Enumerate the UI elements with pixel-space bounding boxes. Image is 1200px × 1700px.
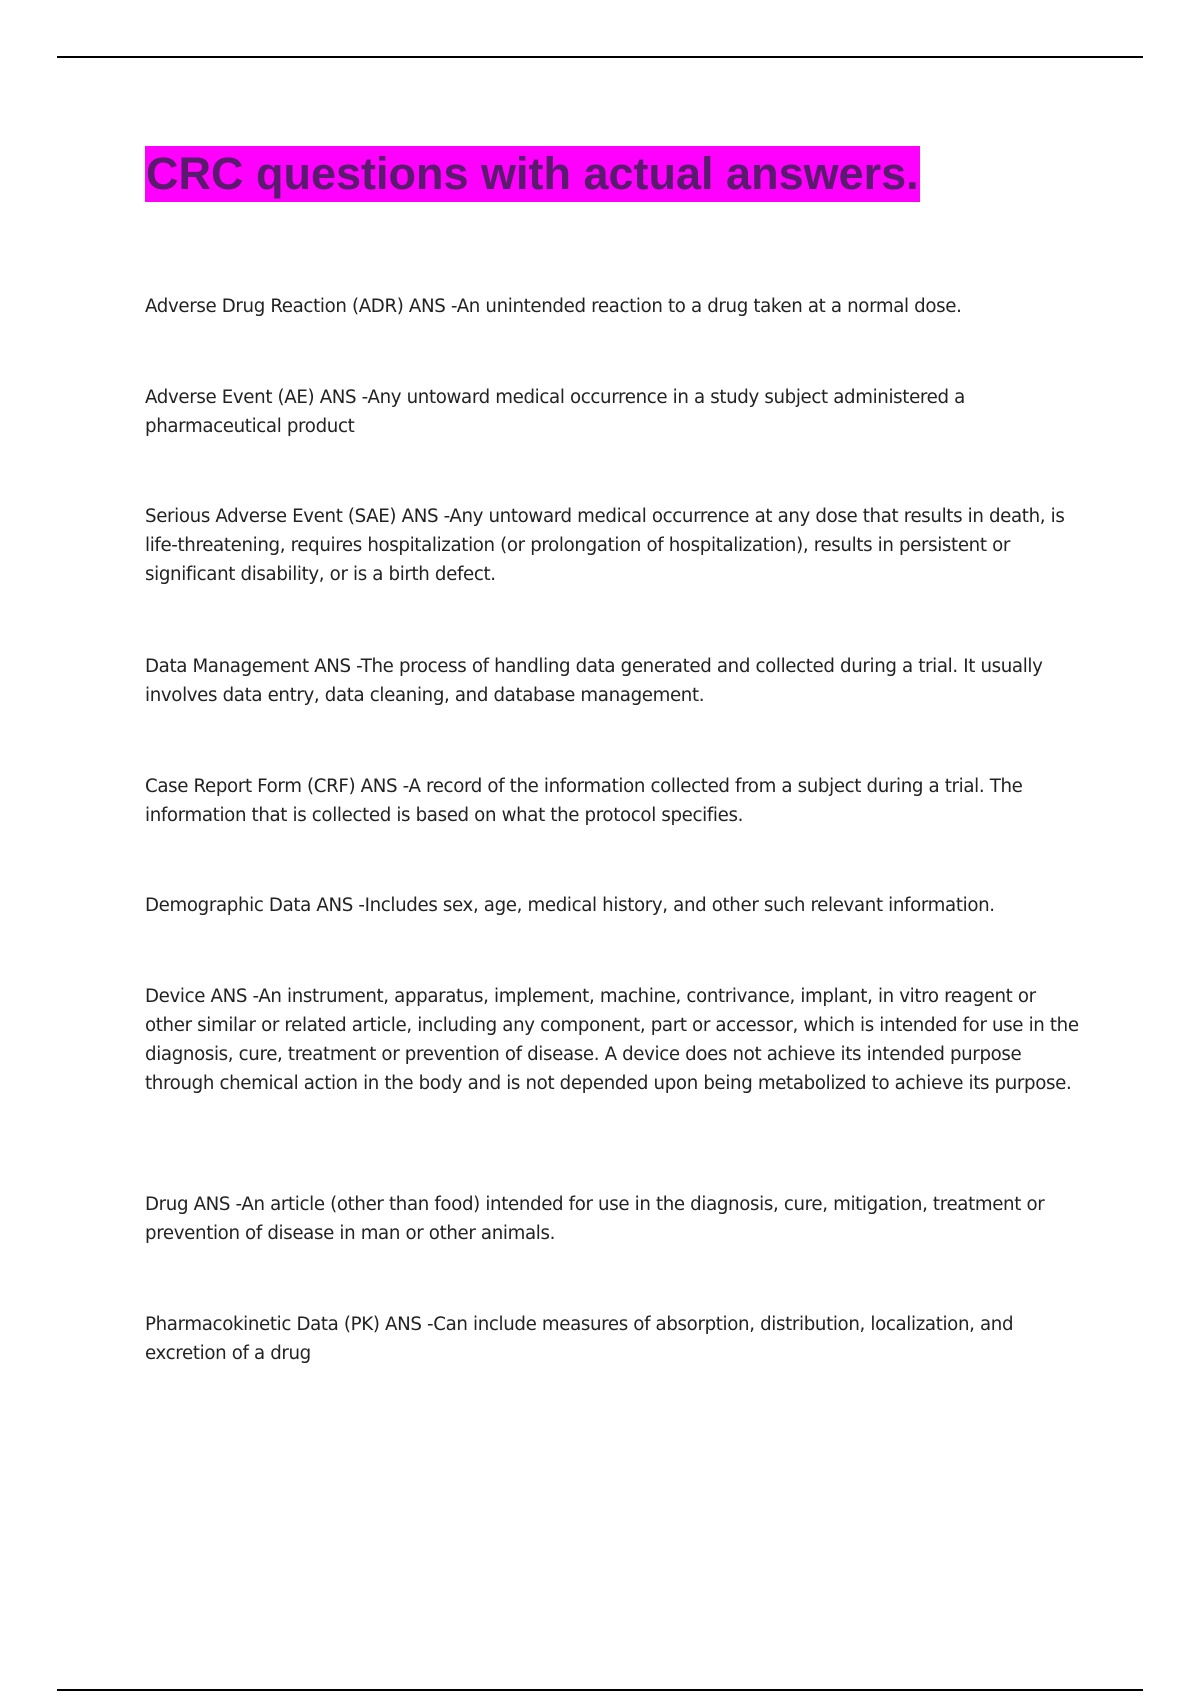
qa-entry bbox=[145, 982, 1085, 1098]
title-block bbox=[145, 146, 920, 202]
qa-term: Serious Adverse Event (SAE) bbox=[145, 506, 397, 527]
qa-answer: A record of the information collected from a subject during a trial. The information that is collected is based on what the protocol specifies. bbox=[145, 776, 1023, 826]
qa-term: Drug bbox=[145, 1194, 189, 1215]
qa-answer: Any untoward medical occurrence in a study subject administered a pharmaceutical product bbox=[145, 387, 965, 437]
qa-entry bbox=[145, 1310, 1085, 1368]
qa-separator: ANS - bbox=[379, 1314, 434, 1335]
qa-entry bbox=[145, 772, 1085, 830]
qa-separator: ANS - bbox=[205, 986, 259, 1007]
qa-term: Device bbox=[145, 986, 206, 1007]
qa-answer: Includes sex, age, medical history, and other such relevant information. bbox=[364, 895, 995, 916]
qa-separator: ANS - bbox=[355, 776, 409, 797]
qa-separator: ANS - bbox=[403, 296, 457, 317]
qa-term: Demographic Data bbox=[145, 895, 311, 916]
qa-entry bbox=[145, 292, 1085, 321]
qa-answer: An instrument, apparatus, implement, machine, contrivance, implant, in vitro reagent or other similar or related article, including any component, part or accessor, which is intended for use in the diagnosis, cure, treatment or prevention of disease. A device does not achieve its intended purpose through chemical action in the body and is not depended upon being metabolized to achieve its purpose. bbox=[145, 986, 1079, 1094]
qa-term: Adverse Event (AE) bbox=[145, 387, 315, 408]
footer-rule bbox=[57, 1689, 1143, 1691]
qa-term: Adverse Drug Reaction (ADR) bbox=[145, 296, 404, 317]
qa-term: Pharmacokinetic Data (PK) bbox=[145, 1314, 380, 1335]
page-title: CRC questions with actual answers. bbox=[145, 146, 920, 202]
qa-separator: ANS - bbox=[314, 387, 368, 408]
qa-entry bbox=[145, 891, 1085, 920]
qa-entry bbox=[145, 1190, 1085, 1248]
qa-answer: Can include measures of absorption, distribution, localization, and excretion of a drug bbox=[145, 1314, 1014, 1364]
qa-answer: The process of handling data generated and collected during a trial. It usually involves data entry, data cleaning, and database management. bbox=[145, 656, 1043, 706]
qa-answer: Any untoward medical occurrence at any dose that results in death, is life-threatening, requires hospitalization (or prolongation of hospitalization), results in persistent or significant disability, or is a birth defect. bbox=[145, 506, 1065, 585]
qa-entry bbox=[145, 383, 1085, 441]
qa-answer: An unintended reaction to a drug taken at a normal dose. bbox=[456, 296, 962, 317]
qa-separator: ANS - bbox=[308, 656, 361, 677]
qa-answer: An article (other than food) intended for use in the diagnosis, cure, mitigation, treatment or prevention of disease in man or other animals. bbox=[145, 1194, 1045, 1244]
qa-separator: ANS - bbox=[310, 895, 365, 916]
qa-entry bbox=[145, 502, 1085, 589]
qa-separator: ANS - bbox=[396, 506, 450, 527]
qa-separator: ANS - bbox=[188, 1194, 242, 1215]
header-rule bbox=[57, 56, 1143, 58]
qa-entry bbox=[145, 652, 1085, 710]
qa-term: Case Report Form (CRF) bbox=[145, 776, 356, 797]
qa-term: Data Management bbox=[145, 656, 309, 677]
